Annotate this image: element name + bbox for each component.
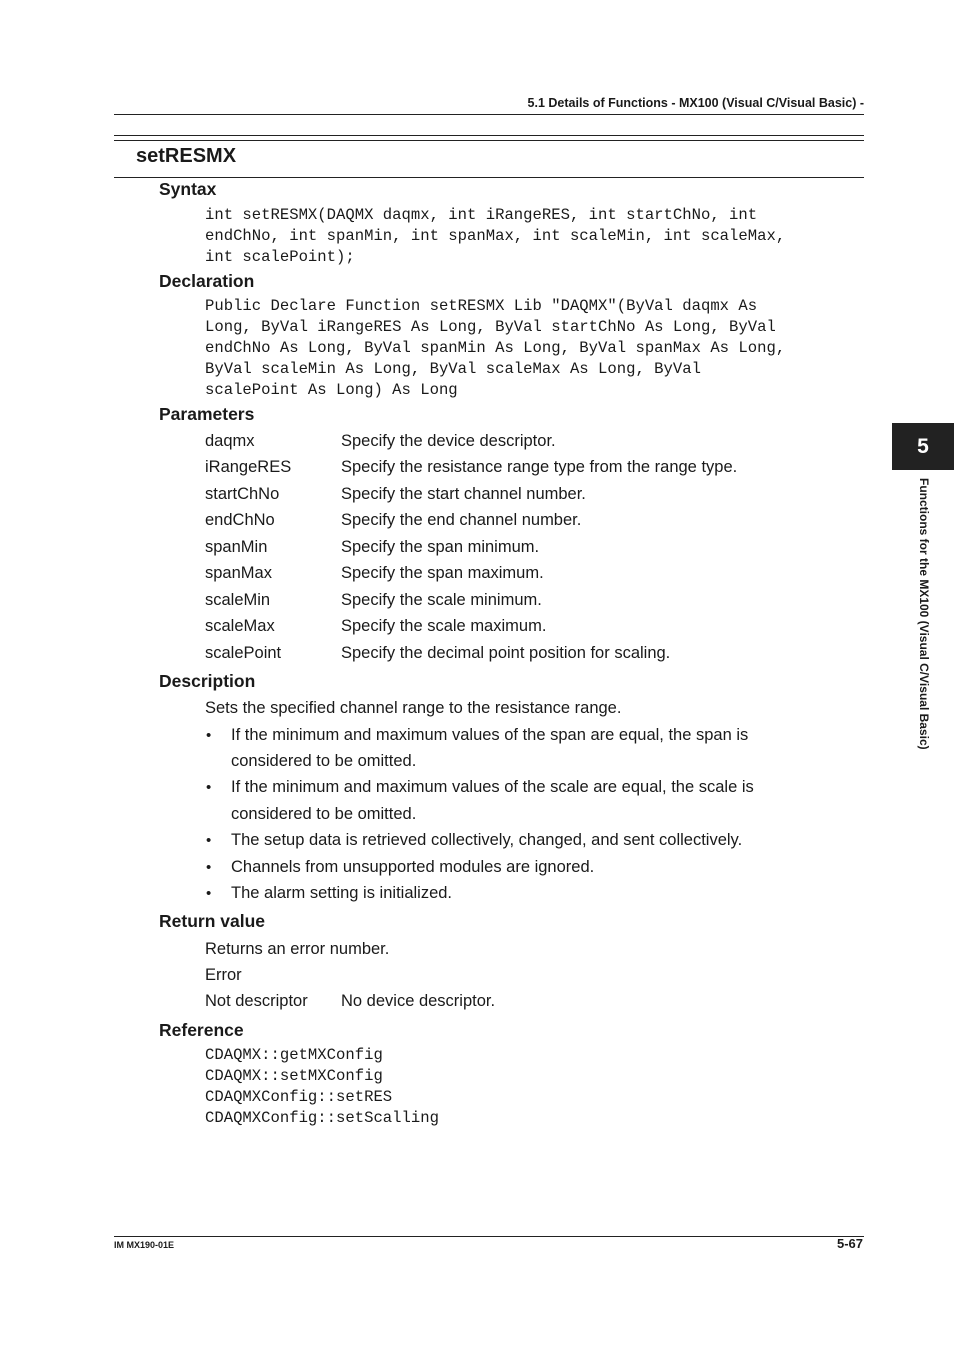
return-value-heading: Return value <box>159 911 265 931</box>
reference-list <box>205 1045 439 1129</box>
description-heading: Description <box>159 671 256 691</box>
reference-item: CDAQMXConfig::setRES <box>205 1088 393 1106</box>
param-name: iRangeRES <box>205 458 292 476</box>
chapter-tab <box>892 423 954 470</box>
bullet-marker: • <box>206 859 212 876</box>
bullet-marker: • <box>206 779 212 796</box>
bullet-text: The alarm setting is initialized. <box>231 884 453 902</box>
syntax-heading: Syntax <box>159 179 217 199</box>
code-line: ByVal scaleMin As Long, ByVal scaleMax As Long, ByVal <box>205 360 701 378</box>
reference-item: CDAQMXConfig::setScalling <box>205 1109 439 1127</box>
chapter-number: 5 <box>917 434 929 458</box>
param-name: scaleMin <box>205 591 271 609</box>
bullet-text: Channels from unsupported modules are ignored. <box>231 858 595 876</box>
reference-item: CDAQMX::getMXConfig <box>205 1046 383 1064</box>
chapter-side-title <box>918 478 934 808</box>
bullet-marker: • <box>206 885 212 902</box>
declaration-heading: Declaration <box>159 271 255 291</box>
return-value-text: Returns an error number. <box>205 940 390 958</box>
bullet-text: considered to be omitted. <box>231 752 417 770</box>
param-name: daqmx <box>205 432 255 450</box>
syntax-code <box>205 205 785 268</box>
param-desc: Specify the scale minimum. <box>341 591 542 609</box>
param-name: scalePoint <box>205 644 282 662</box>
title-rule-top-2 <box>114 140 864 141</box>
reference-heading: Reference <box>159 1020 244 1040</box>
bullet-marker: • <box>206 832 212 849</box>
bullet-text: The setup data is retrieved collectively, changed, and sent collectively. <box>231 831 743 849</box>
declaration-code <box>205 296 785 401</box>
code-line: int scalePoint); <box>205 248 355 266</box>
param-desc: Specify the device descriptor. <box>341 432 556 450</box>
param-desc: Specify the decimal point position for scaling. <box>341 644 671 662</box>
parameters-heading: Parameters <box>159 404 255 424</box>
param-name: spanMax <box>205 564 272 582</box>
code-line: endChNo, int spanMin, int spanMax, int scaleMin, int scaleMax, <box>205 227 786 245</box>
title-rule-top-1 <box>114 135 864 136</box>
code-line: endChNo As Long, ByVal spanMin As Long, ByVal spanMax As Long, <box>205 339 786 357</box>
bullet-text: If the minimum and maximum values of the span are equal, the span is <box>231 726 749 744</box>
param-name: endChNo <box>205 511 275 529</box>
code-line: scalePoint As Long) As Long <box>205 381 458 399</box>
description-intro: Sets the specified channel range to the resistance range. <box>205 699 622 717</box>
error-label: Error <box>205 966 242 984</box>
header-rule <box>114 114 864 115</box>
footer-rule <box>114 1236 864 1237</box>
function-title: setRESMX <box>136 145 237 167</box>
param-desc: Specify the start channel number. <box>341 485 586 503</box>
code-line: int setRESMX(DAQMX daqmx, int iRangeRES, int startChNo, int <box>205 206 758 224</box>
running-header: 5.1 Details of Functions - MX100 (Visual C/Visual Basic) - <box>527 96 864 110</box>
reference-item: CDAQMX::setMXConfig <box>205 1067 383 1085</box>
bullet-text: considered to be omitted. <box>231 805 417 823</box>
param-desc: Specify the resistance range type from the range type. <box>341 458 738 476</box>
param-name: spanMin <box>205 538 268 556</box>
page-number: 5-67 <box>836 1236 863 1251</box>
error-name: Not descriptor <box>205 992 308 1010</box>
bullet-text: If the minimum and maximum values of the scale are equal, the scale is <box>231 778 754 796</box>
error-desc: No device descriptor. <box>341 992 496 1010</box>
param-desc: Specify the end channel number. <box>341 511 582 529</box>
param-name: startChNo <box>205 485 280 503</box>
param-name: scaleMax <box>205 617 275 635</box>
param-desc: Specify the span maximum. <box>341 564 544 582</box>
param-desc: Specify the scale maximum. <box>341 617 547 635</box>
param-desc: Specify the span minimum. <box>341 538 540 556</box>
code-line: Public Declare Function setRESMX Lib "DAQMX"(ByVal daqmx As <box>205 297 758 315</box>
document-id: IM MX190-01E <box>114 1240 175 1250</box>
code-line: Long, ByVal iRangeRES As Long, ByVal startChNo As Long, ByVal <box>205 318 776 336</box>
chapter-title-text: Functions for the MX100 (Visual C/Visual Basic) <box>917 478 931 750</box>
title-rule-bottom <box>114 177 864 178</box>
bullet-marker: • <box>206 727 212 744</box>
